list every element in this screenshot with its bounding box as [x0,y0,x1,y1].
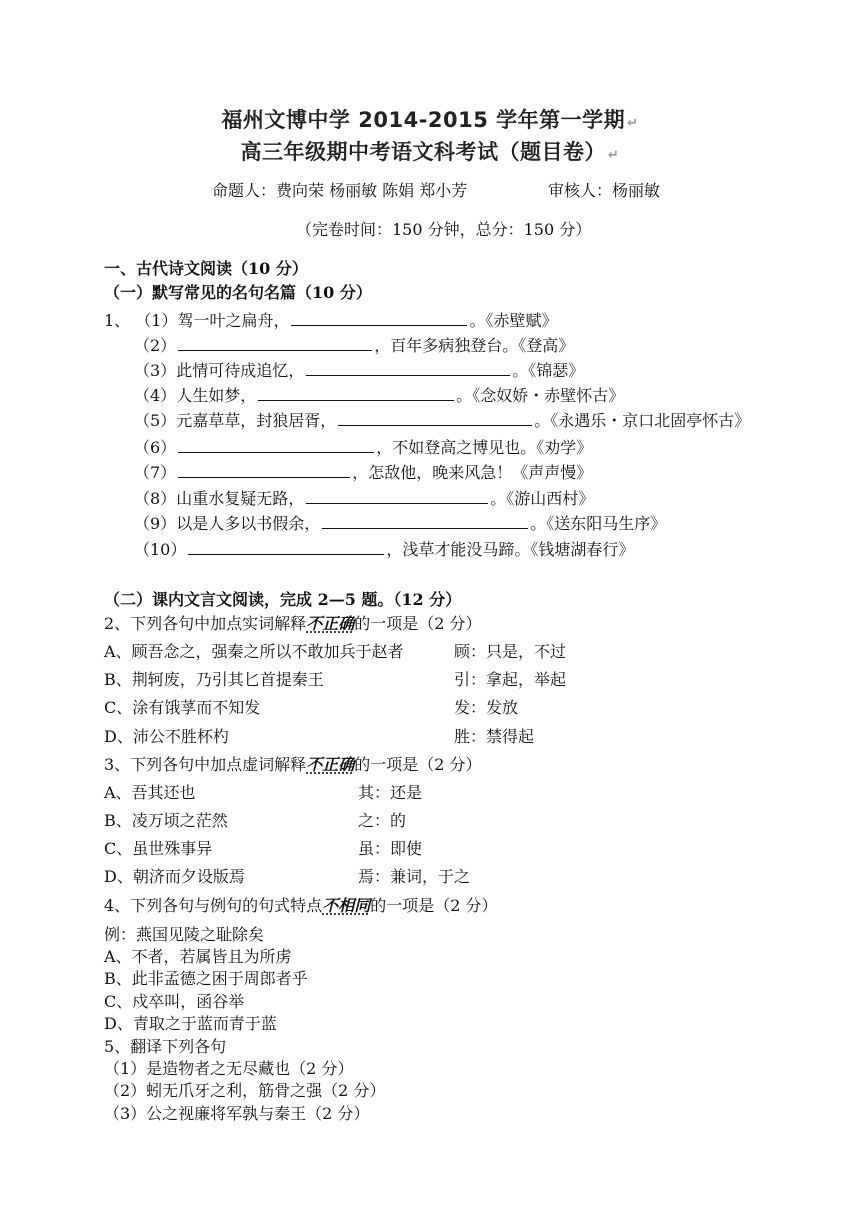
dictation-item-8 [134,487,594,510]
item-after: ，浅草才能没马蹄。《钱塘湖春行》 [386,540,635,559]
q3-option-b-explain: 之：的 [358,811,407,830]
q4-option-b[interactable]: B、此非孟德之困于周郎者乎 [104,969,308,988]
title-line2-text: 高三年级期中考语文科考试（题目卷） [240,140,607,164]
item-after: 。《锦瑟》 [512,361,585,380]
q5-item-2: （2）蚓无爪牙之利，筋骨之强（2 分） [104,1081,386,1100]
q1-label: 1、 [104,311,131,330]
stem-text: 4、下列各句与例句的句式特点 [104,896,323,915]
dictation-item-9 [134,512,666,535]
dictation-item-5 [134,409,750,432]
stem-text: 的一项是（2 分） [354,614,482,633]
item-num: （2） [134,336,177,355]
q2-stem [104,613,481,635]
item-after: ，怎敌他，晚来风急！《声声慢》 [352,463,593,482]
answer-blank[interactable] [306,359,510,376]
dictation-item-1 [104,309,558,332]
q4-option-d[interactable]: D、青取之于蓝而青于蓝 [104,1014,277,1033]
q5-stem: 5、翻译下列各句 [104,1037,227,1056]
item-before: 人生如梦， [176,386,257,405]
dictation-item-2 [134,334,574,357]
q2-option-d-explain: 胜：禁得起 [454,727,535,746]
item-num: （6） [134,438,177,457]
item-before: 此情可待成追忆， [176,361,305,380]
item-after: ，百年多病独登台。《登高》 [374,336,575,355]
item-before: 以是人多以书假余， [176,514,321,533]
item-num: （4） [134,386,177,405]
q2-option-b[interactable]: B、荆轲废，乃引其匕首提秦王 [104,670,324,689]
exam-title-line1 [0,104,860,134]
answer-blank[interactable] [306,487,488,504]
return-mark: ↵ [608,148,620,163]
stem-emphasis: 不相同 [322,896,371,915]
section2-heading: （二）课内文言文阅读，完成 2—5 题。（12 分） [104,590,462,609]
stem-emphasis: 不正确 [306,614,355,633]
q3-option-b[interactable]: B、凌万顷之茫然 [104,811,228,830]
stem-text: 2、下列各句中加点实词解释 [104,614,307,633]
stem-text: 3、下列各句中加点虚词解释 [104,755,307,774]
q3-option-c-explain: 虽：即使 [358,839,423,858]
q2-option-a[interactable]: A、顾吾念之，强秦之所以不敢加兵于赵者 [104,642,404,661]
item-after: 。《游山西村》 [490,489,595,508]
item-before: 山重水复疑无路， [176,489,305,508]
section1-heading: 一、古代诗文阅读（10 分） [104,259,308,278]
item-after: 。《永遇乐・京口北固亭怀古》 [534,411,751,430]
q4-option-c[interactable]: C、戍卒叫，函谷举 [104,992,245,1011]
item-after: ，不如登高之博见也。《劝学》 [376,438,593,457]
q2-option-b-explain: 引：拿起，举起 [454,670,567,689]
exam-title-line2 [0,136,860,166]
q2-option-c-explain: 发：发放 [454,698,519,717]
answer-blank[interactable] [178,334,372,351]
q3-option-a-explain: 其：还是 [358,783,423,802]
answer-blank[interactable] [188,538,384,555]
q5-item-3: （3）公之视廉将军孰与秦王（2 分） [104,1104,370,1123]
answer-blank[interactable] [291,309,467,326]
dictation-item-10 [134,538,634,561]
item-num: （5） [134,411,177,430]
authors-line: 命题人：费向荣 杨丽敏 陈娟 郑小芳 [212,181,468,200]
q2-option-d[interactable]: D、沛公不胜杯杓 [104,727,229,746]
q2-option-c[interactable]: C、涂有饿莩而不知发 [104,698,261,717]
q3-option-d[interactable]: D、朝济而夕设版焉 [104,867,245,886]
q3-option-c[interactable]: C、虽世殊事异 [104,839,213,858]
answer-blank[interactable] [258,384,454,401]
dictation-item-7 [134,461,592,484]
dictation-item-3 [134,359,584,382]
return-mark: ↵ [627,116,639,131]
stem-text: 的一项是（2 分） [370,896,498,915]
q3-option-a[interactable]: A、吾其还也 [104,783,196,802]
answer-blank[interactable] [322,512,528,529]
item-after: 。《念奴娇・赤壁怀古》 [456,386,625,405]
item-after: 。《赤壁赋》 [469,311,558,330]
item-num: （7） [134,463,177,482]
dictation-item-6 [134,436,592,459]
q4-example: 例：燕国见陵之耻除矣 [104,925,265,944]
stem-emphasis: 不正确 [306,755,355,774]
reviewer-line: 审核人：杨丽敏 [548,181,661,200]
q4-option-a[interactable]: A、不者，若属皆且为所虏 [104,947,292,966]
q4-stem [104,895,497,917]
time-info: （完卷时间：150 分钟，总分：150 分） [296,220,592,239]
item-before: 元嘉草草，封狼居胥， [176,411,337,430]
item-num: （1） [135,311,178,330]
item-num: （9） [134,514,177,533]
item-num: （10） [134,540,187,559]
item-after: 。《送东阳马生序》 [530,514,667,533]
q3-stem [104,754,481,776]
title-line1-text: 福州文博中学 2014-2015 学年第一学期 [221,108,626,132]
q3-option-d-explain: 焉：兼词，于之 [358,867,471,886]
answer-blank[interactable] [178,461,350,478]
answer-blank[interactable] [178,436,374,453]
section1-subheading: （一）默写常见的名句名篇（10 分） [104,283,372,302]
q5-item-1: （1）是造物者之无尽藏也（2 分） [104,1059,354,1078]
dictation-item-4 [134,384,624,407]
answer-blank[interactable] [338,409,532,426]
q2-option-a-explain: 顾：只是，不过 [454,642,567,661]
item-num: （3） [134,361,177,380]
item-before: 驾一叶之扁舟， [177,311,290,330]
item-num: （8） [134,489,177,508]
stem-text: 的一项是（2 分） [354,755,482,774]
